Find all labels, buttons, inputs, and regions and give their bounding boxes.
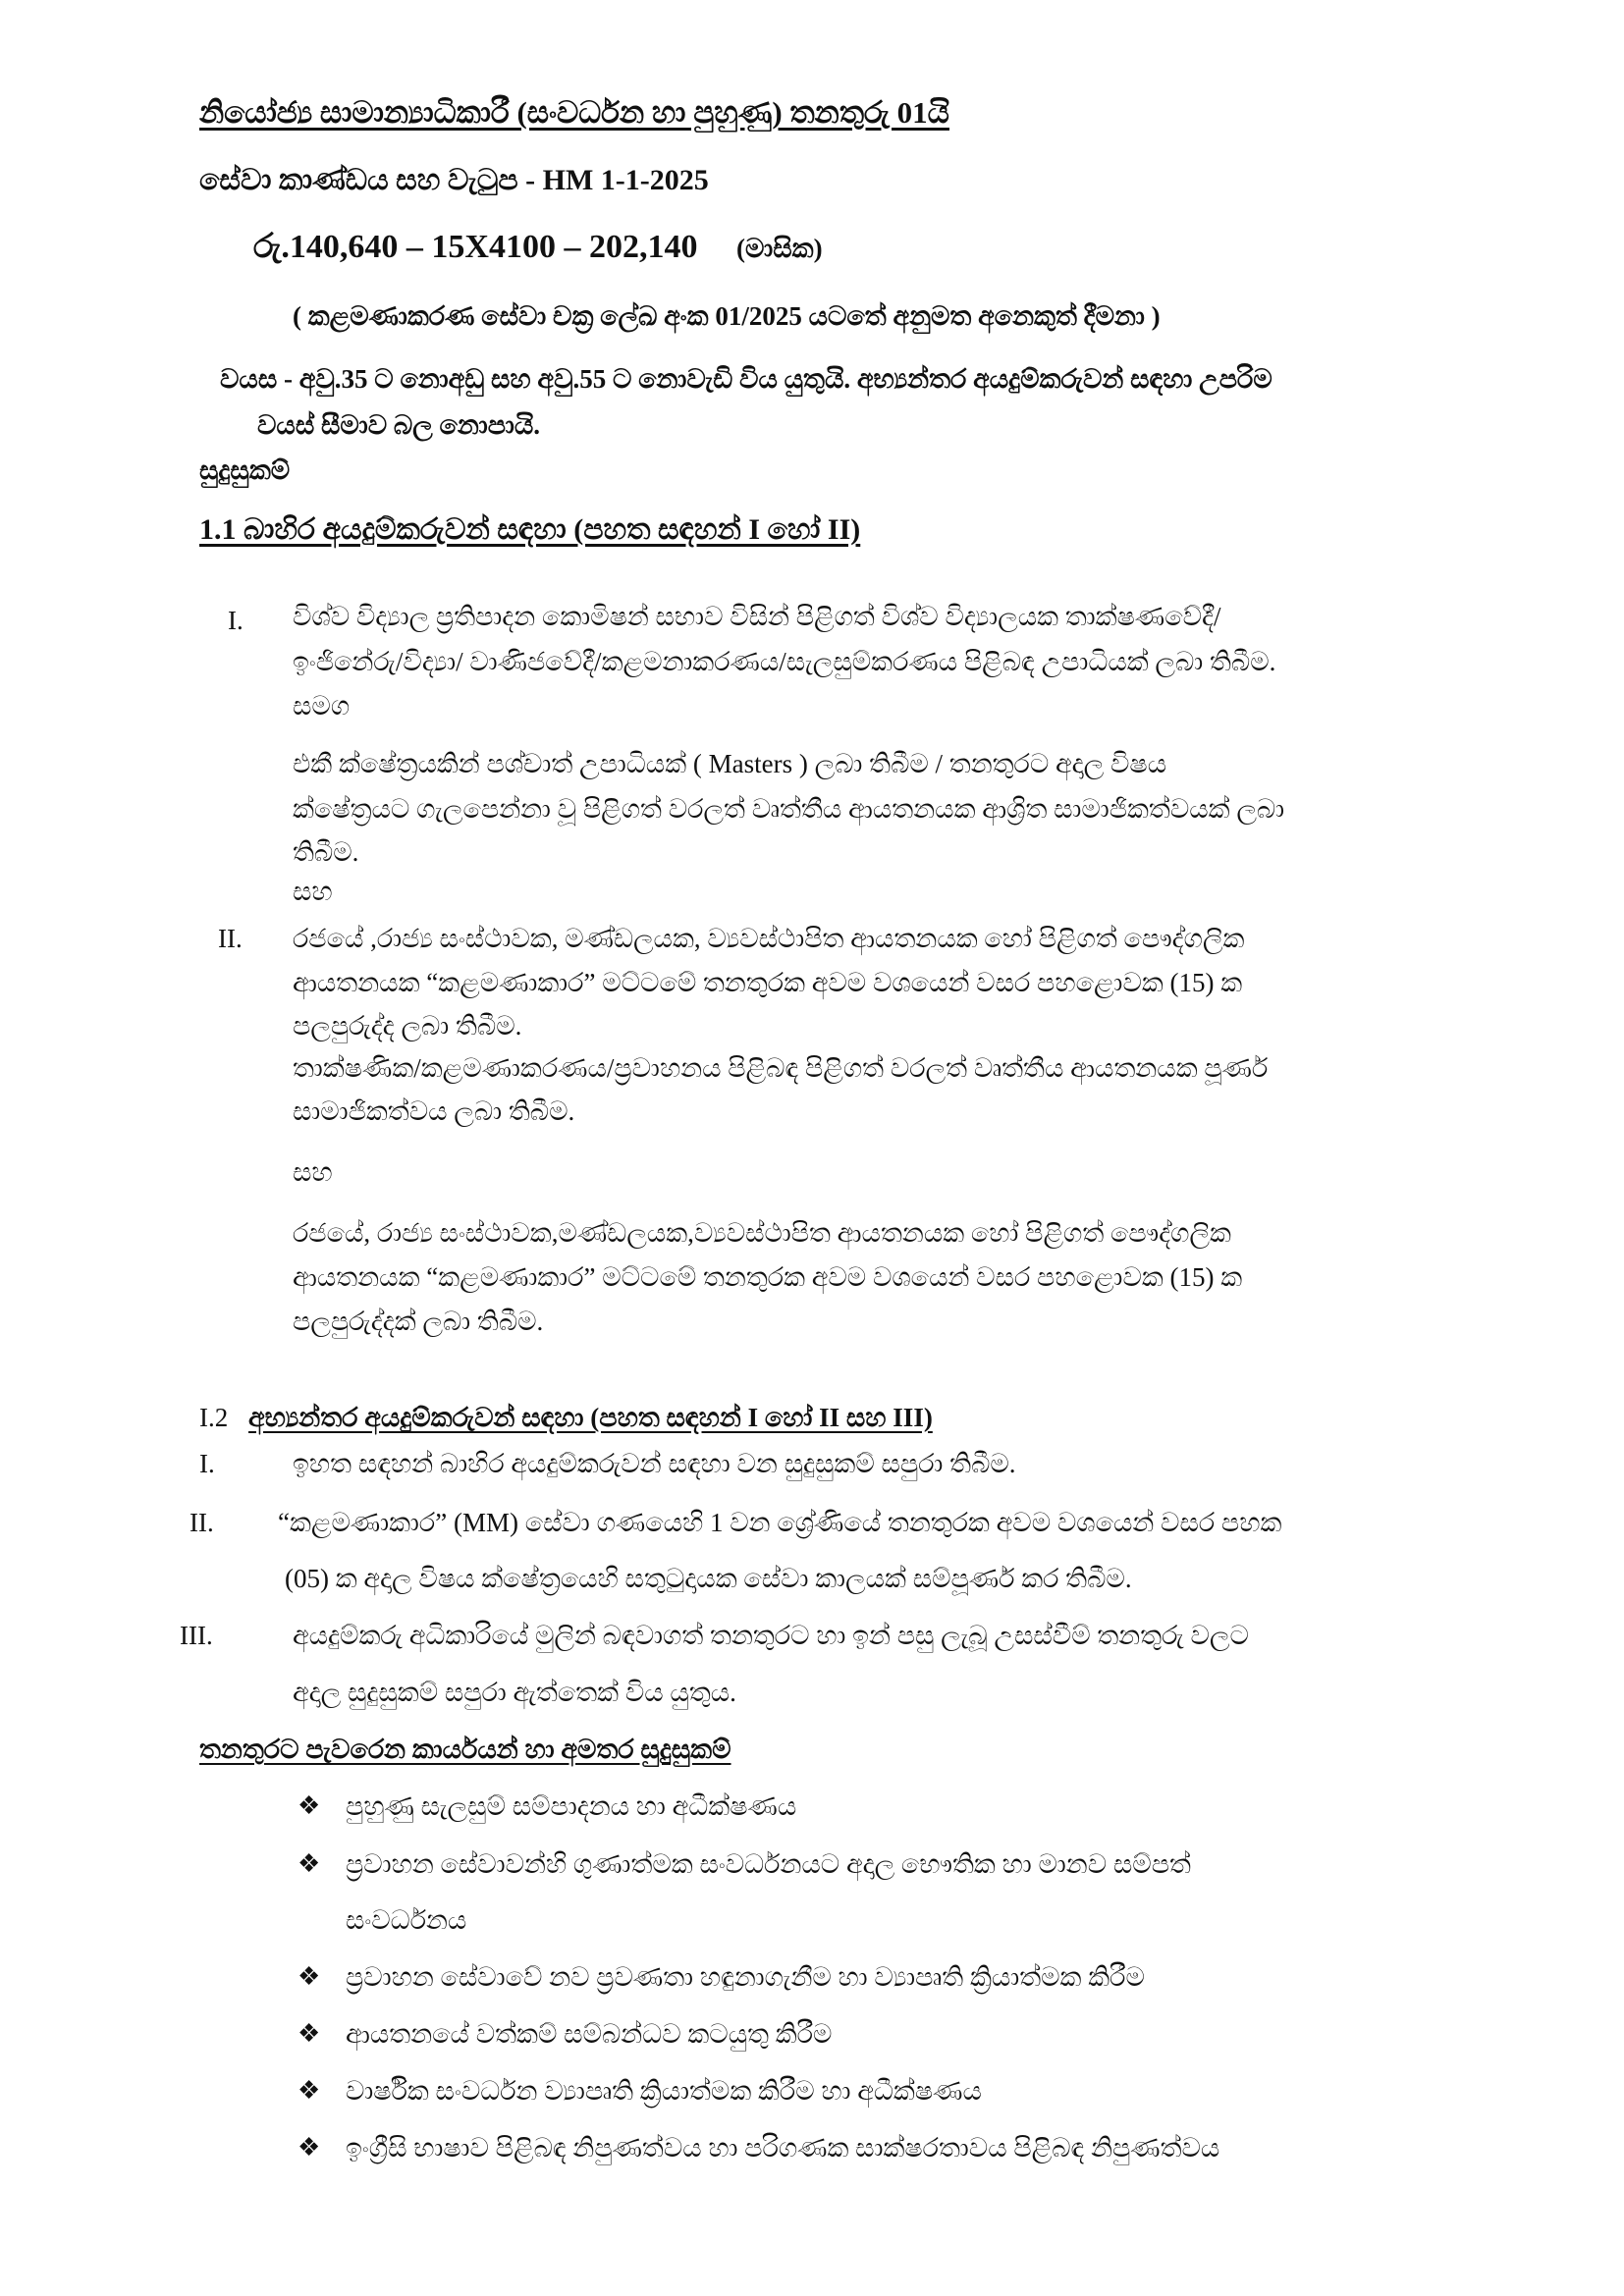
salary-scale [253, 228, 823, 268]
section-1-1-item-I-line-2: ඉංජිනේරු/විද්‍යා/ වාණිජවේදී/කළමනාකරණය/සැලසුම්කරණය පිළිබඳ උපාධියක් ලබා තිබීම. [293, 647, 1276, 676]
section-1-2-item-III-line-1: අයදුම්කරු අධිකාරියේ මුලින් බඳවාගත් තනතුරට හා ඉන් පසු ලැබූ උසස්වීම් තනතුරු වලට [293, 1621, 1249, 1650]
duty-item-6: ඉංග්‍රීසි භාෂාව පිළිබඳ නිපුණත්වය හා පරිගණක සාක්ෂරතාවය පිළිබඳ නිපුණත්වය [346, 2133, 1220, 2163]
duty-item-1: පුහුණු සැලසුම් සම්පාදනය හා අධීක්ෂණය [346, 1791, 797, 1821]
duty-item-4: ආයතනයේ වත්කම් සම්බන්ධව කටයුතු කිරීම [346, 2019, 833, 2049]
section-1-1-item-I-numeral: I. [228, 606, 244, 635]
bullet-icon: ❖ [298, 1849, 321, 1878]
section-1-2-item-I-numeral: I. [199, 1449, 215, 1478]
duty-item-2-continuation: සංවර්ධනය [346, 1905, 467, 1935]
section-1-1-item-I-line-5: තිබීම. [293, 837, 359, 867]
section-1-1-item-II-numeral: II. [218, 924, 243, 953]
bullet-icon: ❖ [298, 2133, 321, 2162]
section-1-1-item-I-line-1: විශ්ව විද්‍යාල ප්‍රතිපාදන කොමිෂන් සභාව විසින් පිළිගත් විශ්ව විද්‍යාලයක තාක්ෂණවේදී/ [293, 602, 1221, 631]
section-1-1-item-I-joiner-1: සමග [293, 691, 351, 721]
bullet-icon: ❖ [298, 1791, 321, 1820]
duties-heading: තනතුරට පැවරෙන කාර්යයන් හා අමතර සුදුසුකම් [199, 1735, 731, 1764]
duty-item-5: වාර්ෂික සංවර්ධන ව්‍යාපෘති ක්‍රියාත්මක කිරීම හා අධීක්ෂණය [346, 2076, 982, 2106]
circular-note: ( කළමණාකරණ සේවා චක්‍ර ලේඛ අංක 01/2025 යටතේ අනුමත අනෙකුත් දීමනා ) [293, 301, 1161, 331]
section-1-1-item-II-line-7: ආයතනයක “කළමණාකාර” මට්ටමේ තනතුරක අවම වශයෙන් වසර පහළොවක (15) ක [293, 1262, 1243, 1292]
section-1-1-item-II-line-8: පලපුරුද්දක් ලබා තිබීම. [293, 1307, 544, 1336]
section-1-2-item-I-text: ඉහත සඳහන් බාහිර අයදුම්කරුවන් සඳහා වන සුදුසුකම් සපුරා තිබීම. [293, 1449, 1016, 1478]
section-1-1-heading: 1.1 බාහිර අයදුම්කරුවන් සඳහා (පහත සඳහන් I හෝ II) [199, 513, 861, 546]
section-1-1-item-II-line-1: රජයේ ,රාජ්‍ය සංස්ථාවක, මණ්ඩලයක, ව්‍යවස්ථාපිත ආයතනයක හෝ පිළිගත් පෞද්ගලික [293, 924, 1245, 953]
salary-line: රු.140,640 – 15X4100 – 202,140 [253, 229, 698, 265]
section-1-1-item-II-joiner: සහ [293, 1157, 333, 1187]
section-1-2-item-III-line-2: අදාල සුදුසුකම් සපුරා ඇත්තෙක් විය යුතුය. [293, 1678, 736, 1707]
section-1-2-item-II-line-2: (05) ක අදාල විෂය ක්ෂේත්‍රයෙහි සතුටුදායක සේවා කාලයක් සම්පූර්ණ කර තිබීම. [285, 1564, 1132, 1593]
section-1-2-item-II-numeral: II. [189, 1508, 214, 1537]
section-1-1-item-II-line-3: පලපුරුද්ද ලබා තිබීම. [293, 1011, 522, 1041]
section-1-1-item-II-line-4: තාක්ෂණික/කළමණාකරණය/ප්‍රවාහනය පිළිබඳ පිළිගත් වරලත් වෘත්තීය ආයතනයක පූර්ණ [293, 1053, 1269, 1083]
section-1-1-item-I-line-3: එකී ක්ෂේත්‍රයකින් පශ්චාත් උපාධියක් ( Masters ) ලබා තිබීම / තනතුරට අදාල විෂය [293, 749, 1167, 778]
age-requirement-line-1: වයස - අවු.35 ට නොඅඩු සහ අවු.55 ට නොවැඩි විය යුතුයි. අභ්‍යන්තර අයදුම්කරුවන් සඳහා උපරිම [220, 364, 1272, 394]
document-title: නියෝජ්‍ය සාමාන්‍යාධිකාරී (සංවර්ධන හා පුහුණු) තනතුරු 01යි [199, 95, 949, 130]
bullet-icon: ❖ [298, 2076, 321, 2105]
section-1-1-item-II-line-6: රජයේ, රාජ්‍ය සංස්ථාවක,මණ්ඩලයක,ව්‍යවස්ථාපිත ආයතනයක හෝ පිළිගත් පෞද්ගලික [293, 1218, 1231, 1248]
service-category-line: සේවා කාණ්ඩය සහ වැටුප - HM 1-1-2025 [199, 164, 709, 196]
section-1-1-item-II-line-2: ආයතනයක “කළමණාකාර” මට්ටමේ තනතුරක අවම වශයෙන් වසර පහළොවක (15) ක [293, 968, 1243, 997]
duty-item-2: ප්‍රවාහන සේවාවන්හි ගුණාත්මක සංවර්ධනයට අදාල භෞතික හා මානව සම්පත් [346, 1849, 1191, 1879]
section-1-1-item-I-joiner-2: සහ [293, 877, 333, 906]
age-requirement-line-2: වයස් සීමාව බල නොපායි. [257, 410, 541, 440]
section-1-1-item-I-line-4: ක්ෂේත්‍රයට ගැලපෙන්නා වූ පිළිගත් වරලත් වෘත්තීය ආයතනයක ආශ්‍රිත සාමාජිකත්වයක් ලබා [293, 794, 1285, 824]
salary-period: (මාසික) [735, 234, 823, 263]
section-1-2-item-III-numeral: III. [180, 1621, 213, 1650]
section-1-2-number: I.2 [199, 1403, 229, 1432]
bullet-icon: ❖ [298, 1962, 321, 1991]
section-1-2-heading: අභ්‍යන්තර අයදුම්කරුවන් සඳහා (පහත සඳහන් I හෝ II සහ III) [248, 1403, 933, 1432]
section-1-1-item-II-line-5: සාමාජිකත්වය ලබා තිබීම. [293, 1096, 575, 1126]
section-1-2-item-II-line-1: “කළමණාකාර” (MM) සේවා ගණයෙහි 1 වන ශ්‍රේණියේ තනතුරක අවම වශයෙන් වසර පහක [278, 1508, 1282, 1537]
duty-item-3: ප්‍රවාහන සේවාවේ නව ප්‍රවණතා හඳුනාගැනීම හා ව්‍යාපෘති ක්‍රියාත්මක කිරීම [346, 1962, 1145, 1992]
qualifications-heading: සුදුසුකම් [199, 455, 291, 485]
bullet-icon: ❖ [298, 2019, 321, 2048]
